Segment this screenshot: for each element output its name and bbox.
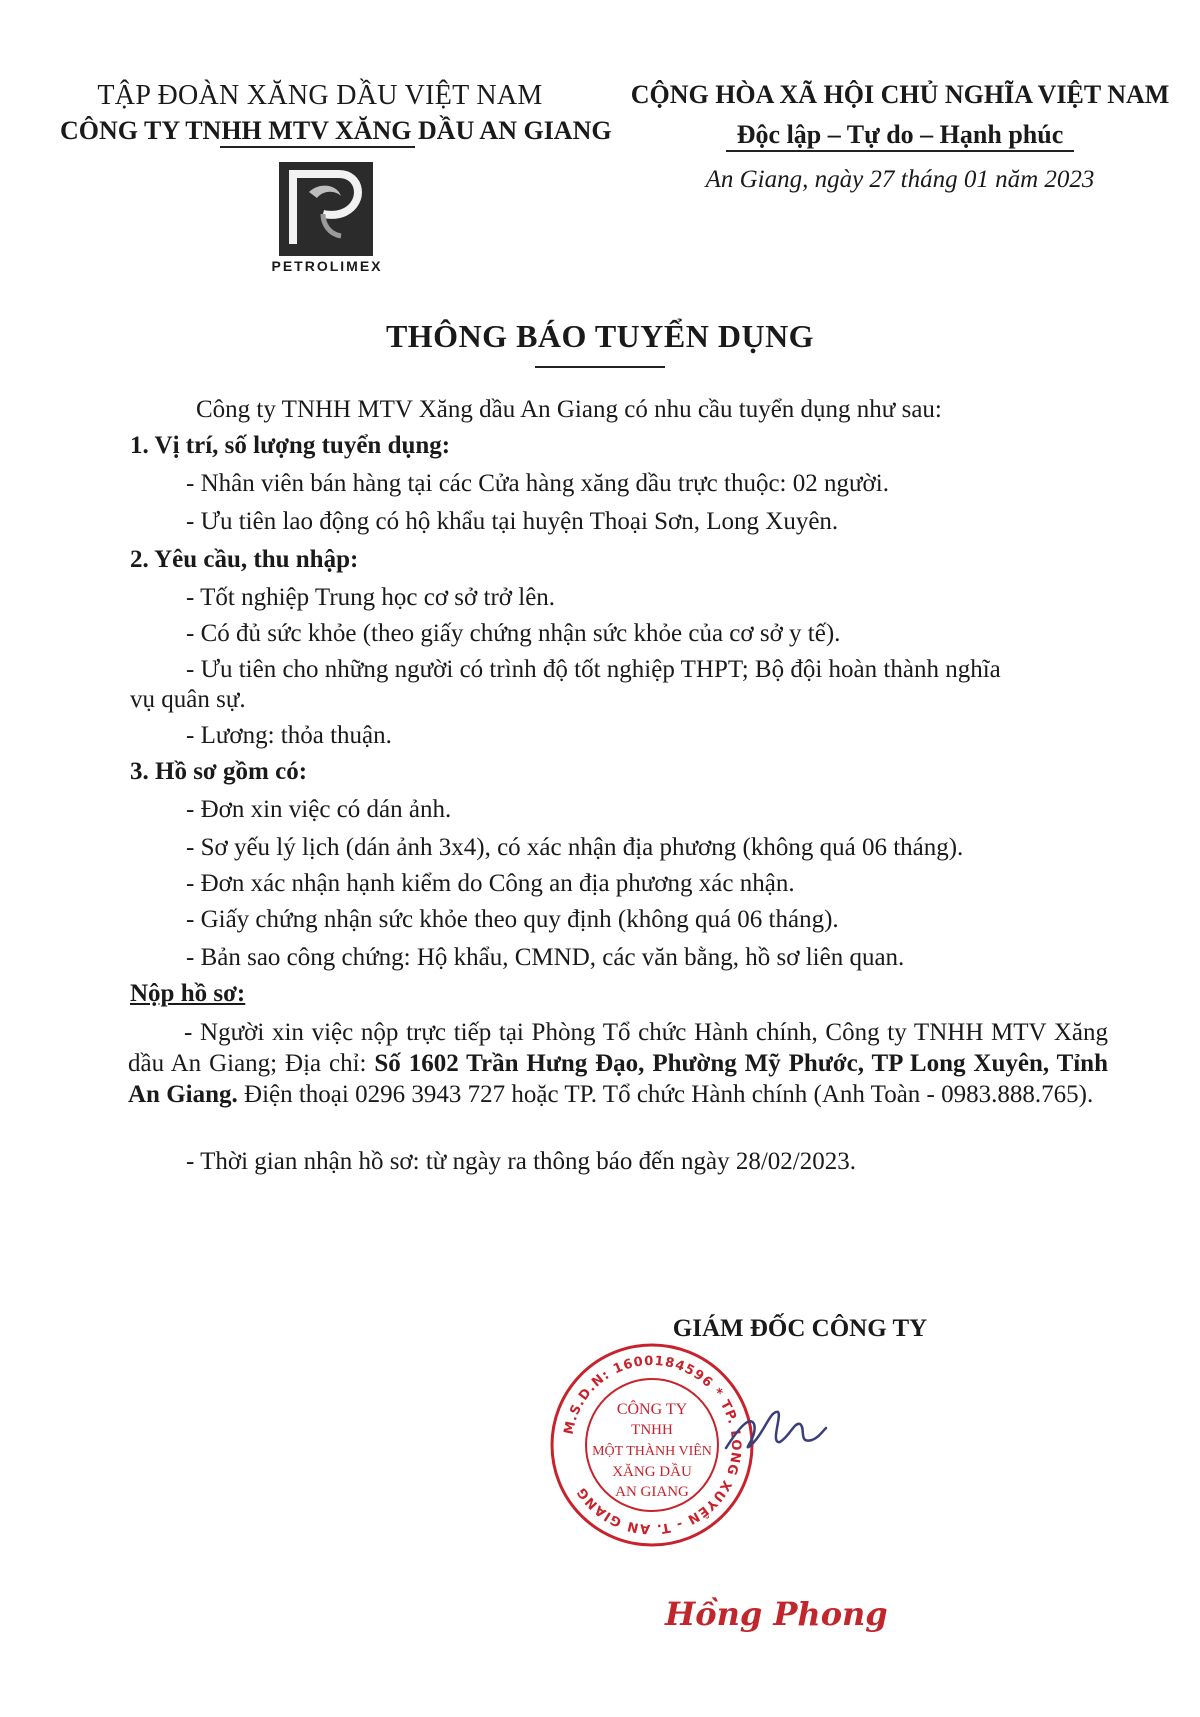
section-3-heading: 3. Hồ sơ gồm có:: [130, 758, 308, 785]
list-item: - Bản sao công chứng: Hộ khẩu, CMND, các văn bằng, hồ sơ liên quan.: [186, 944, 905, 971]
signatory-title: GIÁM ĐỐC CÔNG TY: [672, 1315, 928, 1342]
list-item: - Ưu tiên lao động có hộ khẩu tại huyện Thoại Sơn, Long Xuyên.: [186, 508, 839, 535]
document-date: An Giang, ngày 27 tháng 01 năm 2023: [705, 166, 1095, 193]
list-item: - Nhân viên bán hàng tại các Cửa hàng xăng dầu trực thuộc: 02 người.: [186, 470, 889, 497]
seal-ring-text: M.S.D.N: 1600184596 * TP. LONG XUYÊN - T. AN GIANG: [561, 1353, 744, 1537]
title-rule: [535, 366, 665, 368]
header-left-rule: [220, 146, 415, 148]
list-item: - Đơn xin việc có dán ảnh.: [186, 796, 452, 823]
logo-wordmark: PETROLIMEX: [271, 258, 383, 274]
list-item: - Có đủ sức khỏe (theo giấy chứng nhận sức khỏe của cơ sở y tế).: [186, 620, 841, 647]
list-item: - Sơ yếu lý lịch (dán ảnh 3x4), có xác nhận địa phương (không quá 06 tháng).: [186, 834, 964, 861]
seal-line: CÔNG TY: [616, 1401, 688, 1418]
list-item: - Lương: thỏa thuận.: [186, 722, 392, 749]
seal-line: TNHH: [631, 1422, 673, 1438]
section-2-heading: 2. Yêu cầu, thu nhập:: [130, 546, 359, 573]
seal-line: MỘT THÀNH VIÊN: [592, 1444, 712, 1459]
list-item: - Giấy chứng nhận sức khỏe theo quy định (không quá 06 tháng).: [186, 906, 839, 933]
signatory-name: Hồng Phong: [665, 1595, 888, 1633]
seal-line: AN GIANG: [615, 1484, 689, 1500]
document-title: THÔNG BÁO TUYỂN DỤNG: [385, 318, 815, 354]
republic-name: CỘNG HÒA XÃ HỘI CHỦ NGHĨA VIỆT NAM: [630, 80, 1170, 109]
company-name: CÔNG TY TNHH MTV XĂNG DẦU AN GIANG: [60, 116, 612, 145]
seal-line: XĂNG DẦU: [612, 1464, 692, 1480]
submission-heading: Nộp hồ sơ:: [130, 980, 246, 1007]
list-item: vụ quân sự.: [130, 686, 246, 713]
list-item: - Đơn xác nhận hạnh kiểm do Công an địa phương xác nhận.: [186, 870, 795, 897]
submission-address: Số 1602 Trần Hưng Đạo, Phường Mỹ Phước, TP Long Xuyên, Tỉnh An Giang.: [128, 1050, 1108, 1108]
list-item: - Ưu tiên cho những người có trình độ tốt nghiệp THPT; Bộ đội hoàn thành nghĩa: [186, 656, 1001, 683]
handwritten-signature: [720, 1396, 830, 1466]
intro-text: Công ty TNHH MTV Xăng dầu An Giang có nhu cầu tuyển dụng như sau:: [196, 396, 942, 423]
submission-deadline: - Thời gian nhận hồ sơ: từ ngày ra thông báo đến ngày 28/02/2023.: [186, 1148, 856, 1175]
submission-text: - Người xin việc nộp trực tiếp tại Phòng Tổ chức Hành chính, Công ty TNHH MTV Xăng dầu An Giang; Địa chỉ:: [128, 1019, 1108, 1077]
submission-contact: Điện thoại 0296 3943 727 hoặc TP. Tổ chức Hành chính (Anh Toàn - 0983.888.765).: [237, 1081, 1094, 1108]
section-1-heading: 1. Vị trí, số lượng tuyển dụng:: [130, 432, 451, 459]
petrolimex-logo: [279, 162, 373, 256]
national-motto: Độc lập – Tự do – Hạnh phúc: [736, 120, 1064, 149]
submission-paragraph: [128, 1017, 1108, 1110]
parent-org-name: TẬP ĐOÀN XĂNG DẦU VIỆT NAM: [97, 80, 543, 111]
header-right-rule: [726, 150, 1074, 152]
list-item: - Tốt nghiệp Trung học cơ sở trở lên.: [186, 584, 556, 611]
